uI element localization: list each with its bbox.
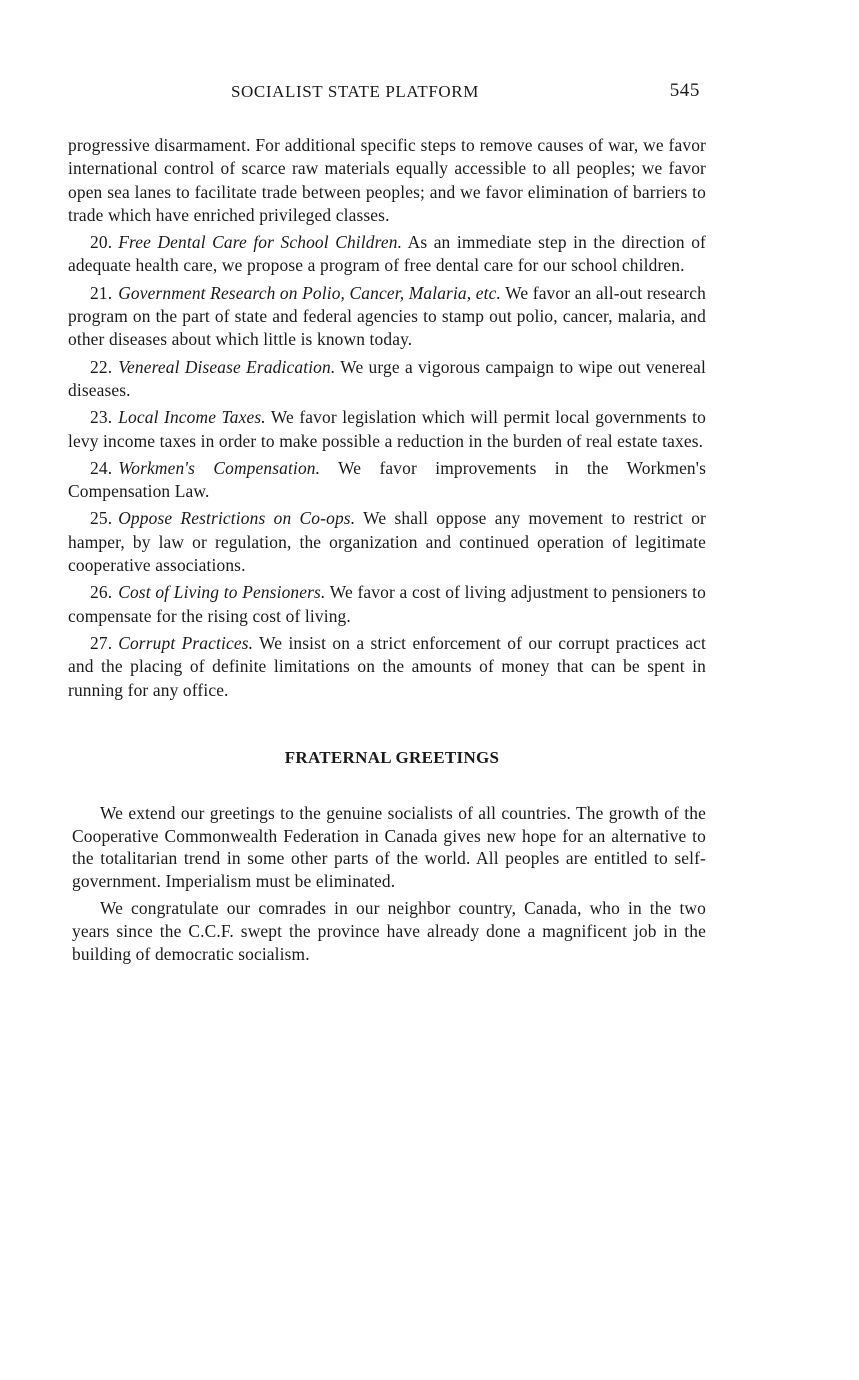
greetings-paragraph: We extend our greetings to the genuine socialists of all countries. The growth of the Cooperative Commonwealth Federation in Canada gives new hope for an alternative to the totalitarian trend in some other parts of the world. All peoples are entitled to self-government. Imperialism must be eliminated. [72, 802, 706, 892]
greetings-paragraph: We congratulate our comrades in our neighbor country, Canada, who in the two years since the C.C.F. swept the province have already done a magnificent job in the building of democratic socialism. [72, 898, 706, 964]
continued-paragraph: progressive disarmament. For additional specific steps to remove causes of war, we favor international control of scarce raw materials equally accessible to all peoples; we favor open sea lanes to facilitate trade between peoples; and we favor elimination of barriers to trade which have enriched privileged classes. [68, 135, 706, 225]
item-title: Cost of Living to Pensioners. [118, 582, 326, 603]
document-page [68, 78, 706, 969]
item-title: Free Dental Care for School Children. [118, 232, 403, 253]
item-number: 24. [90, 457, 113, 478]
platform-item-23 [68, 406, 706, 453]
greetings-section [68, 802, 706, 966]
platform-item-27 [68, 632, 706, 702]
item-text: We urge a vigorous campaign to wipe out venereal diseases. [68, 356, 706, 400]
platform-item-20 [68, 231, 706, 278]
item-title: Workmen's Compensation. [118, 457, 321, 478]
item-number: 23. [90, 407, 113, 428]
item-number: 25. [90, 508, 113, 529]
running-title: SOCIALIST STATE PLATFORM [231, 82, 479, 101]
platform-body [68, 134, 706, 702]
item-title: Corrupt Practices. [118, 632, 254, 653]
item-number: 26. [90, 582, 113, 603]
item-title: Oppose Restrictions on Co-ops. [118, 508, 356, 529]
item-text: We favor an all-out research program on the part of state and federal agencies to stamp out polio, cancer, malaria, and other diseases about which little is known today. [68, 282, 706, 350]
item-number: 20. [90, 232, 113, 253]
item-title: Government Research on Polio, Cancer, Malaria, etc. [118, 282, 501, 303]
item-text: We favor a cost of living adjustment to pensioners to compensate for the rising cost of living. [68, 582, 706, 626]
item-text: We shall oppose any movement to restrict or hamper, by law or regulation, the organization and continued operation of legitimate cooperative associations. [68, 508, 707, 576]
page-number: 545 [669, 80, 700, 101]
platform-item-26 [68, 581, 706, 628]
platform-item-24 [68, 457, 706, 504]
platform-item-21 [68, 282, 706, 352]
platform-item-25 [68, 507, 706, 577]
item-text: As an immediate step in the direction of adequate health care, we propose a program of free dental care for our school children. [68, 232, 706, 276]
item-text: We insist on a strict enforcement of our corrupt practices act and the placing of definite limitations on the amounts of money that can be spent in running for any office. [68, 632, 707, 700]
item-title: Local Income Taxes. [118, 407, 266, 428]
item-title: Venereal Disease Eradication. [118, 356, 336, 377]
item-text: We favor improvements in the Workmen's Compensation Law. [68, 457, 706, 502]
item-number: 22. [90, 356, 113, 377]
item-text: We favor legislation which will permit local governments to levy income taxes in order to make possible a reduction in the burden of real estate taxes. [68, 407, 706, 451]
item-number: 27. [90, 632, 113, 653]
running-header [68, 78, 706, 108]
section-heading: FRATERNAL GREETINGS [284, 747, 500, 767]
platform-item-22 [68, 356, 706, 403]
item-number: 21. [90, 282, 113, 303]
